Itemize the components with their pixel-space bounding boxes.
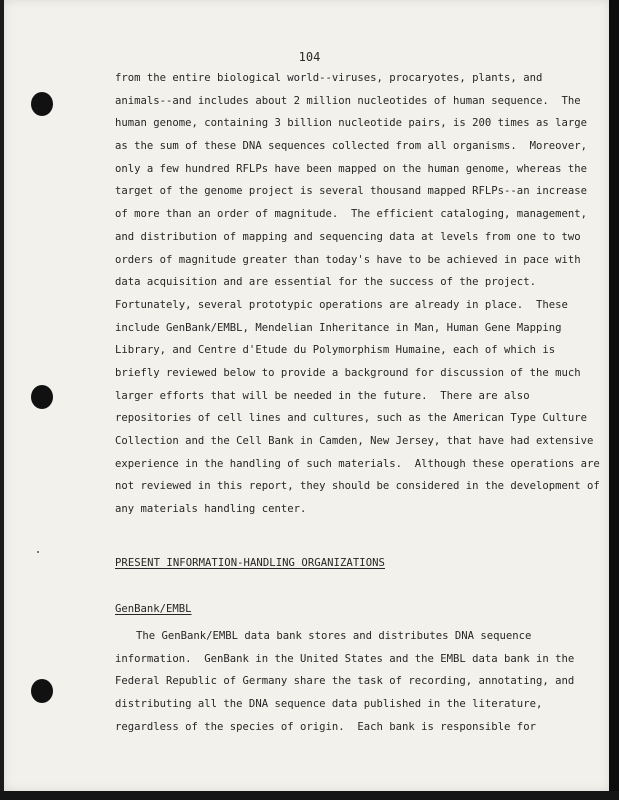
text-line: only a few hundred RFLPs have been mapped on the human genome, whereas the: [115, 162, 587, 175]
text-line: distributing all the DNA sequence data published in the literature,: [115, 698, 543, 711]
text-line: human genome, containing 3 billion nucleotide pairs, is 200 times as large: [115, 117, 587, 130]
text-line: Fortunately, several prototypic operations are already in place. These: [115, 298, 568, 311]
text-line: The GenBank/EMBL data bank stores and distributes DNA sequence: [136, 630, 532, 642]
punch-hole-middle: [31, 385, 53, 409]
text-line: orders of magnitude greater than today's have to be achieved in pace with: [115, 253, 581, 266]
body-paragraph: [115, 67, 600, 521]
text-line: larger efforts that will be needed in the future. There are also: [115, 389, 530, 402]
text-line: not reviewed in this report, they should be considered in the development of: [115, 480, 600, 493]
text-line: briefly reviewed below to provide a background for discussion of the much: [115, 366, 581, 379]
text-line: information. GenBank in the United States and the EMBL data bank in the: [115, 652, 575, 665]
punch-hole-top: [31, 92, 53, 116]
text-line: Collection and the Cell Bank in Camden, New Jersey, that have had extensive: [115, 435, 594, 447]
scan-background-bottom: [0, 791, 619, 800]
subsection-heading: GenBank/EMBL: [115, 603, 192, 615]
punch-hole-bottom: [31, 679, 53, 703]
text-line: data acquisition and are essential for the success of the project.: [115, 276, 536, 289]
text-line: animals--and includes about 2 million nucleotides of human sequence. The: [115, 94, 581, 107]
text-line: from the entire biological world--viruses, procaryotes, plants, and: [115, 72, 543, 84]
text-line: any materials handling center.: [115, 503, 307, 516]
text-line: target of the genome project is several thousand mapped RFLPs--an increase: [115, 185, 587, 198]
scan-background-edge: [609, 0, 619, 800]
text-line: repositories of cell lines and cultures, such as the American Type Culture: [115, 412, 587, 425]
text-line: regardless of the species of origin. Each bank is responsible for: [115, 720, 536, 733]
text-line: include GenBank/EMBL, Mendelian Inheritance in Man, Human Gene Mapping: [115, 321, 562, 334]
subsection-paragraph: [115, 625, 575, 738]
text-line: of more than an order of magnitude. The efficient cataloging, management,: [115, 208, 587, 221]
paper-speck: [37, 551, 39, 553]
section-heading: PRESENT INFORMATION-HANDLING ORGANIZATIONS: [115, 557, 385, 569]
text-line: Library, and Centre d'Etude du Polymorphism Humaine, each of which is: [115, 344, 556, 357]
text-line: as the sum of these DNA sequences collected from all organisms. Moreover,: [115, 140, 587, 153]
page-number: 104: [298, 50, 321, 64]
text-line: experience in the handling of such materials. Although these operations are: [115, 457, 600, 470]
text-line: and distribution of mapping and sequencing data at levels from one to two: [115, 230, 581, 243]
text-line: Federal Republic of Germany share the task of recording, annotating, and: [115, 675, 575, 688]
